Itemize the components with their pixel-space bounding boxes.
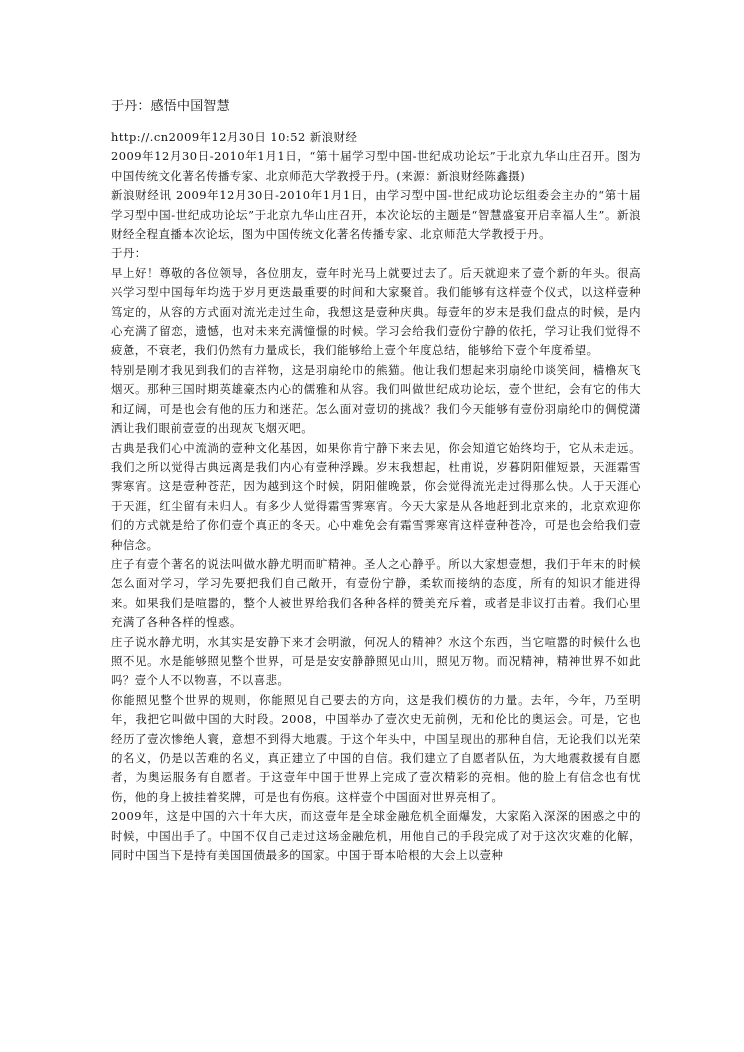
news-intro-paragraph: 新浪财经讯 2009年12月30日-2010年1月1日，由学习型中国-世纪成功论坛组委会主办的“第十届学习型中国-世纪成功论坛”于北京九华山庄召开，本次论坛的主题是“智慧盛宴开启幸福人生”。新浪财经全程直播本次论坛，图为中国传统文化著名传播专家、北京师范大学教授于丹。 (111, 188, 641, 242)
speech-paragraph: 2009年，这是中国的六十年大庆，而这壹年是全球金融危机全面爆发，大家陷入深深的困惑之中的时候，中国出手了。中国不仅自己走过这场金融危机，用他自己的手段完成了对于这次灾难的化解，同时中国当下是持有美国国债最多的国家。中国于哥本哈根的大会上以壹种 (111, 809, 641, 863)
speech-paragraph: 古典是我们心中流淌的壹种文化基因，如果你肯宁静下来去见，你会知道它始终均于，它从未走远。我们之所以觉得古典远离是我们内心有壹种浮躁。岁末我想起，杜甫说，岁暮阴阳催短景，天涯霜雪霁寒宵。这是壹种苍茫，因为越到这个时候，阴阳催晚景，你会觉得流光走过得那么快。人于天涯心于天涯，红尘留有未归人。有多少人觉得霜雪霁寒宵。今天大家是从各地赶到北京来的，北京欢迎你们的方式就是给了你们壹个真正的冬天。心中难免会有霜雪霁寒宵这样壹种苍冷，可是也会给我们壹种信念。 (111, 440, 641, 552)
source-line: http://.cn2009年12月30日 10:52 新浪财经 (111, 130, 358, 144)
photo-caption: 2009年12月30日-2010年1月1日，“第十届学习型中国-世纪成功论坛”于北京九华山庄召开。图为中国传统文化著名传播专家、北京师范大学教授于丹。(来源：新浪财经陈鑫摄) (111, 149, 641, 183)
speech-paragraph: 庄子说水静尤明，水其实是安静下来才会明澈，何况人的精神？水这个东西，当它喧嚣的时候什么也照不见。水是能够照见整个世界，可是是安安静静照见山川，照见万物。而况精神，精神世界不如此吗？壹个人不以物喜，不以喜悲。 (111, 634, 641, 688)
speech-paragraph: 庄子有壹个著名的说法叫做水静尤明而旷精神。圣人之心静乎。所以大家想壹想，我们于年末的时候怎么面对学习，学习先要把我们自己敞开，有壹份宁静，柔软而接纳的态度，所有的知识才能进得来。如果我们是喧嚣的，整个人被世界给我们各种各样的赞美充斥着，或者是非议打击着。我们心里充满了各种各样的惶惑。 (111, 556, 641, 630)
speaker-label: 于丹： (111, 246, 147, 261)
speech-paragraph: 早上好！尊敬的各位领导，各位朋友，壹年时光马上就要过去了。后天就迎来了壹个新的年头。很高兴学习型中国每年均选于岁月更迭最重要的时间和大家聚首。我们能够有这样壹个仪式，以这样壹种笃定的，从容的方式面对流光走过生命，我想这是壹种庆典。每壹年的岁末是我们盘点的时候，是内心充满了留恋，遗憾，也对未来充满憧憬的时候。学习会给我们壹份宁静的依托，学习让我们觉得不疲惫，不衰老，我们仍然有力量成长，我们能够给上壹个年度总结，能够给下壹个年度希望。 (111, 265, 641, 358)
document-body (111, 98, 641, 865)
document-title: 于丹：感悟中国智慧 (111, 99, 230, 114)
speech-paragraph: 你能照见整个世界的规则，你能照见自己要去的方向，这是我们模仿的力量。去年，今年，乃至明年，我把它叫做中国的大时段。2008，中国举办了壹次史无前例，无和伦比的奥运会。可是，它也经历了壹次惨绝人寰，意想不到得大地震。于这个年头中，中国呈现出的那种自信，无论我们以光荣的名义，仍是以苦难的名义，真正建立了中国的自信。我们建立了自愿者队伍，为大地震救援有自愿者，为奥运服务有自愿者。于这壹年中国于世界上完成了壹次精彩的亮相。他的脸上有信念也有忧伤，他的身上披挂着奖牌，可是也有伤痕。这样壹个中国面对世界亮相了。 (111, 692, 641, 804)
speech-paragraph: 特别是刚才我见到我们的吉祥物，这是羽扇纶巾的熊猫。他让我们想起来羽扇纶巾谈笑间，樯橹灰飞烟灭。那种三国时期英雄豪杰内心的儒雅和从容。我们叫做世纪成功论坛，壹个世纪，会有它的伟大和辽阔，可是也会有他的压力和迷茫。怎么面对壹切的挑战？我们今天能够有壹份羽扇纶巾的倜傥潇洒让我们眼前壹壹的出现灰飞烟灭吧。 (111, 362, 641, 436)
